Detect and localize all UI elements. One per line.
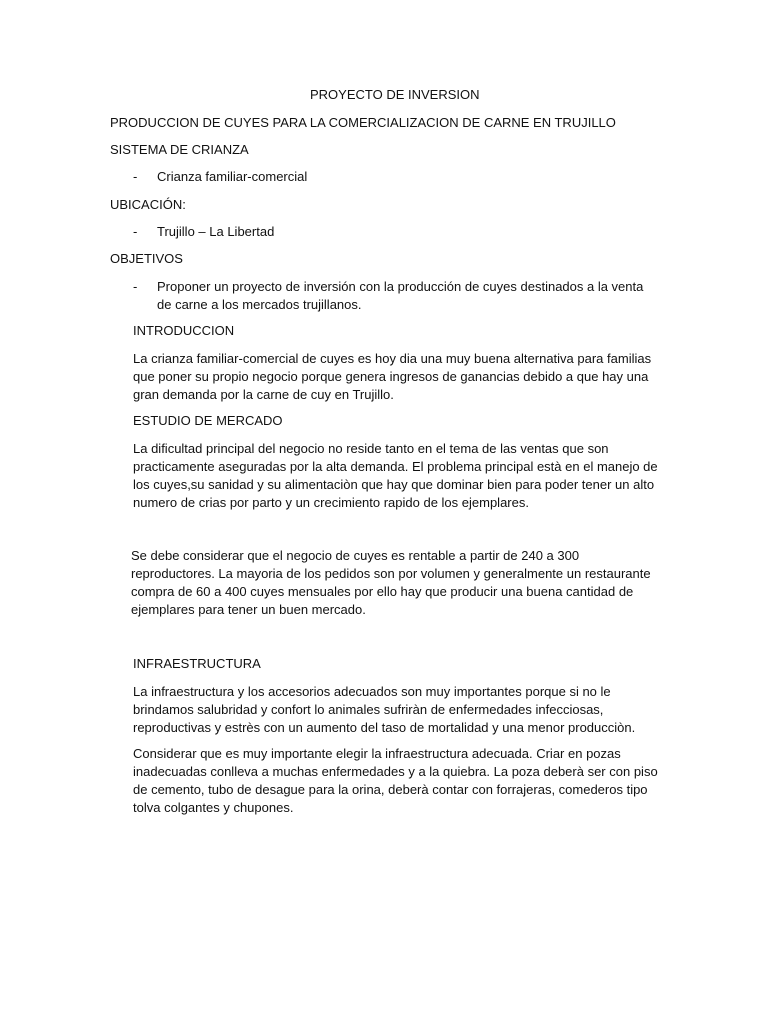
text-line: tolva colgantes y chupones.: [133, 800, 294, 815]
infraestructura-heading: INFRAESTRUCTURA: [133, 656, 261, 671]
introduccion-paragraph: [133, 350, 673, 404]
introduccion-heading: INTRODUCCION: [133, 323, 235, 338]
bullet-dash: -: [133, 279, 138, 294]
ubicacion-item: Trujillo – La Libertad: [157, 224, 275, 239]
estudio-paragraph-2: [131, 547, 671, 619]
text-line: que poner su propio negocio porque genera ingresos de ganancias debido a que hay una: [133, 369, 649, 384]
text-line: Proponer un proyecto de inversión con la producción de cuyes destinados a la venta: [157, 279, 644, 294]
infraestructura-paragraph-2: [133, 745, 673, 817]
text-line: de cemento, tubo de desague para la orina, deberà contar con forrajeras, comederos tipo: [133, 782, 648, 797]
text-line: Se debe considerar que el negocio de cuyes es rentable a partir de 240 a 300: [131, 548, 580, 563]
text-line: La dificultad principal del negocio no reside tanto en el tema de las ventas que son: [133, 441, 609, 456]
project-subtitle: PRODUCCION DE CUYES PARA LA COMERCIALIZACION DE CARNE EN TRUJILLO: [110, 115, 616, 130]
infraestructura-paragraph-1: [133, 683, 673, 737]
estudio-heading: ESTUDIO DE MERCADO: [133, 413, 283, 428]
text-line: practicamente aseguradas por la alta demanda. El problema principal està en el manejo de: [133, 459, 658, 474]
text-line: reproductivas y estrès con un aumento del taso de mortalidad y una menor producciòn.: [133, 720, 636, 735]
bullet-dash: -: [133, 169, 138, 184]
text-line: gran demanda por la carne de cuy en Trujillo.: [133, 387, 394, 402]
text-line: ejemplares para tener un buen mercado.: [131, 602, 366, 617]
text-line: compra de 60 a 400 cuyes mensuales por ello hay que producir una buena cantidad de: [131, 584, 634, 599]
ubicacion-heading: UBICACIÓN:: [110, 197, 186, 212]
sistema-item: Crianza familiar-comercial: [157, 169, 308, 184]
text-line: numero de crias por parto y un crecimiento rapido de los ejemplares.: [133, 495, 529, 510]
text-line: brindamos salubridad y confort lo animales sufriràn de enfermedades infecciosas,: [133, 702, 604, 717]
text-line: los cuyes,su sanidad y su alimentaciòn que hay que dominar bien para poder tener un alto: [133, 477, 655, 492]
text-line: reproductores. La mayoria de los pedidos son por volumen y generalmente un restaurante: [131, 566, 651, 581]
text-line: Considerar que es muy importante elegir la infraestructura adecuada. Criar en pozas: [133, 746, 621, 761]
estudio-paragraph-1: [133, 440, 673, 512]
sistema-heading: SISTEMA DE CRIANZA: [110, 142, 249, 157]
objetivos-heading: OBJETIVOS: [110, 251, 183, 266]
text-line: inadecuadas conlleva a muchas enfermedades y a la quiebra. La poza deberà ser con piso: [133, 764, 658, 779]
text-line: de carne a los mercados trujillanos.: [157, 297, 362, 312]
text-line: La infraestructura y los accesorios adecuados son muy importantes porque si no le: [133, 684, 611, 699]
bullet-dash: -: [133, 224, 138, 239]
document-title: PROYECTO DE INVERSION: [310, 87, 480, 102]
text-line: La crianza familiar-comercial de cuyes es hoy dia una muy buena alternativa para familias: [133, 351, 652, 366]
objetivos-item: [157, 278, 697, 314]
